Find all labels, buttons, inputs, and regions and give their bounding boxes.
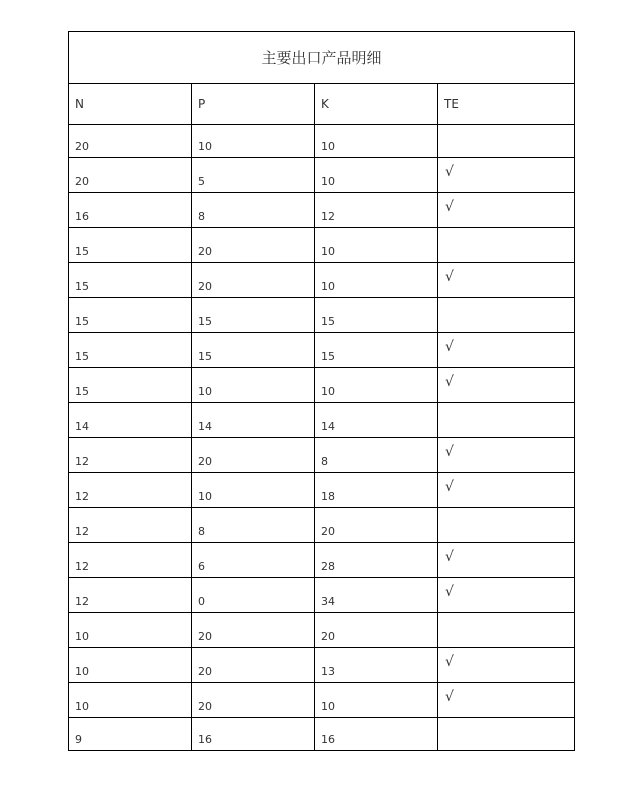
- cell-n: 10: [69, 683, 192, 718]
- cell-te-checkmark: √: [438, 263, 575, 298]
- cell-p: 15: [192, 333, 315, 368]
- table-row: [69, 543, 575, 578]
- cell-te-checkmark: [438, 228, 575, 263]
- cell-n: 12: [69, 438, 192, 473]
- cell-p: 20: [192, 648, 315, 683]
- cell-te-checkmark: √: [438, 333, 575, 368]
- cell-k: 15: [315, 298, 438, 333]
- cell-n: 16: [69, 193, 192, 228]
- cell-n: 15: [69, 298, 192, 333]
- cell-k: 10: [315, 125, 438, 158]
- cell-te-checkmark: [438, 613, 575, 648]
- cell-n: 15: [69, 263, 192, 298]
- table-row: [69, 403, 575, 438]
- column-header-p: P: [192, 84, 315, 125]
- cell-k: 10: [315, 158, 438, 193]
- cell-k: 12: [315, 193, 438, 228]
- cell-p: 8: [192, 508, 315, 543]
- cell-p: 20: [192, 438, 315, 473]
- table-row: [69, 718, 575, 751]
- table-row: [69, 228, 575, 263]
- cell-k: 16: [315, 718, 438, 751]
- cell-te-checkmark: √: [438, 648, 575, 683]
- cell-p: 0: [192, 578, 315, 613]
- column-header-k: K: [315, 84, 438, 125]
- cell-te-checkmark: [438, 125, 575, 158]
- cell-k: 14: [315, 403, 438, 438]
- cell-p: 8: [192, 193, 315, 228]
- cell-k: 10: [315, 683, 438, 718]
- cell-k: 20: [315, 508, 438, 543]
- cell-k: 28: [315, 543, 438, 578]
- cell-te-checkmark: √: [438, 193, 575, 228]
- cell-p: 10: [192, 368, 315, 403]
- cell-p: 20: [192, 228, 315, 263]
- cell-n: 15: [69, 333, 192, 368]
- cell-te-checkmark: [438, 718, 575, 751]
- title-row: [69, 32, 575, 84]
- cell-n: 20: [69, 158, 192, 193]
- cell-p: 16: [192, 718, 315, 751]
- cell-p: 15: [192, 298, 315, 333]
- cell-n: 15: [69, 368, 192, 403]
- cell-te-checkmark: √: [438, 578, 575, 613]
- header-row: [69, 84, 575, 125]
- column-header-n: N: [69, 84, 192, 125]
- cell-te-checkmark: √: [438, 473, 575, 508]
- cell-k: 8: [315, 438, 438, 473]
- cell-te-checkmark: √: [438, 438, 575, 473]
- cell-p: 20: [192, 613, 315, 648]
- cell-n: 12: [69, 473, 192, 508]
- cell-p: 20: [192, 683, 315, 718]
- cell-k: 13: [315, 648, 438, 683]
- cell-p: 10: [192, 125, 315, 158]
- table-row: [69, 368, 575, 403]
- table-row: [69, 298, 575, 333]
- table-row: [69, 613, 575, 648]
- cell-k: 10: [315, 228, 438, 263]
- table-row: [69, 263, 575, 298]
- table-body: [69, 125, 575, 751]
- table-title: 主要出口产品明细: [69, 32, 575, 84]
- cell-te-checkmark: √: [438, 543, 575, 578]
- cell-te-checkmark: [438, 298, 575, 333]
- table-row: [69, 508, 575, 543]
- cell-k: 10: [315, 368, 438, 403]
- cell-p: 10: [192, 473, 315, 508]
- table-row: [69, 125, 575, 158]
- table-row: [69, 333, 575, 368]
- cell-te-checkmark: √: [438, 158, 575, 193]
- table-row: [69, 578, 575, 613]
- cell-n: 12: [69, 508, 192, 543]
- column-header-te: TE: [438, 84, 575, 125]
- cell-k: 20: [315, 613, 438, 648]
- product-table: [68, 31, 575, 751]
- cell-n: 14: [69, 403, 192, 438]
- table-row: [69, 158, 575, 193]
- cell-n: 12: [69, 543, 192, 578]
- cell-n: 15: [69, 228, 192, 263]
- cell-n: 9: [69, 718, 192, 751]
- table-row: [69, 193, 575, 228]
- table-row: [69, 473, 575, 508]
- cell-n: 10: [69, 613, 192, 648]
- cell-te-checkmark: √: [438, 683, 575, 718]
- cell-te-checkmark: [438, 508, 575, 543]
- cell-p: 20: [192, 263, 315, 298]
- cell-n: 12: [69, 578, 192, 613]
- cell-k: 15: [315, 333, 438, 368]
- cell-k: 34: [315, 578, 438, 613]
- cell-n: 10: [69, 648, 192, 683]
- cell-k: 10: [315, 263, 438, 298]
- table-row: [69, 438, 575, 473]
- cell-p: 5: [192, 158, 315, 193]
- cell-te-checkmark: [438, 403, 575, 438]
- cell-p: 14: [192, 403, 315, 438]
- cell-k: 18: [315, 473, 438, 508]
- table-row: [69, 648, 575, 683]
- table-row: [69, 683, 575, 718]
- cell-n: 20: [69, 125, 192, 158]
- cell-p: 6: [192, 543, 315, 578]
- cell-te-checkmark: √: [438, 368, 575, 403]
